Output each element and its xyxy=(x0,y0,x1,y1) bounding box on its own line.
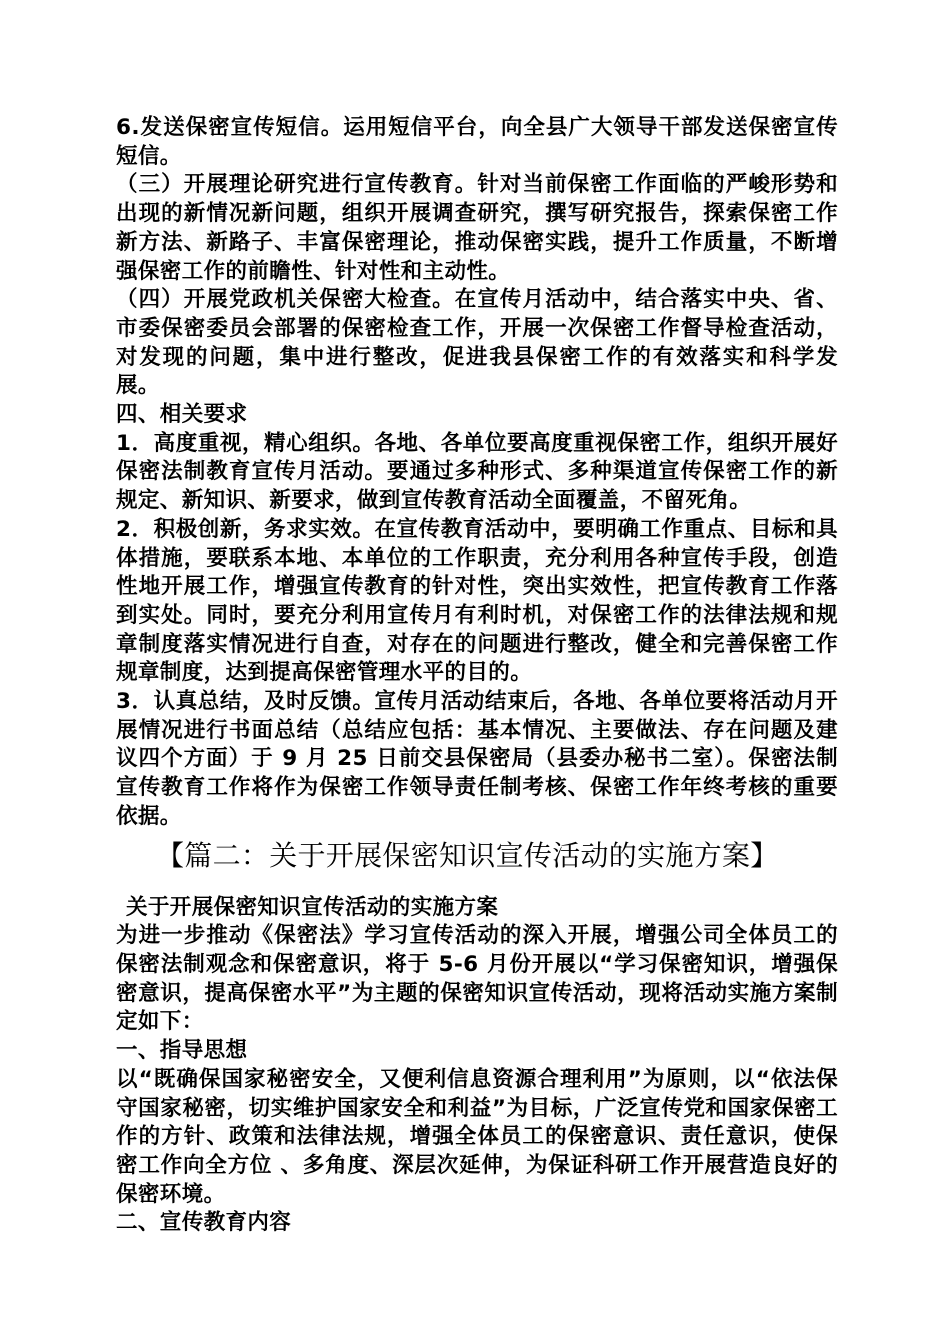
paragraph-requirement-2: 2．积极创新，务求实效。在宣传教育活动中，要明确工作重点、目标和具体措施，要联系本地、本单位的工作职责，充分利用各种宣传手段，创造性地开展工作，增强宣传教育的针对性，突出实效性，把宣传教育工作落到实处。同时，要充分利用宣传月有利时机，对保密工作的法律法规和规章制度落实情况进行自查，对存在的问题进行整改，健全和完善保密工作规章制度，达到提高保密管理水平的目的。 xyxy=(116,516,838,686)
plan-title: 关于开展保密知识宣传活动的实施方案 xyxy=(126,894,499,920)
section-heading-requirements: 四、相关要求 xyxy=(116,402,248,428)
paragraph-inspection: （四）开展党政机关保密大检查。在宣传月活动中，结合落实中央、省、市委保密委员会部署的保密检查工作，开展一次保密工作督导检查活动，对发现的问题，集中进行整改，促进我县保密工作的有效落实和科学发展。 xyxy=(116,287,838,399)
paragraph-theory-research: （三）开展理论研究进行宣传教育。针对当前保密工作面临的严峻形势和出现的新情况新问题，组织开展调查研究，撰写研究报告，探索保密工作新方法、新路子、丰富保密理论，推动保密实践，提升工作质量，不断增强保密工作的前瞻性、针对性和主动性。 xyxy=(116,172,838,284)
paragraph-sms-publicity: 6.发送保密宣传短信。运用短信平台，向全县广大领导干部发送保密宣传短信。 xyxy=(116,115,838,169)
part-two-heading: 【篇二：关于开展保密知识宣传活动的实施方案】 xyxy=(156,838,779,872)
paragraph-intro: 为进一步推动《保密法》学习宣传活动的深入开展，增强公司全体员工的保密法制观念和保密意识，将于 5-6 月份开展以“学习保密知识，增强保密意识，提高保密水平”为主题的保密知识宣传活动，现将活动实施方案制定如下： xyxy=(116,923,838,1035)
paragraph-requirement-3: 3．认真总结，及时反馈。宣传月活动结束后，各地、各单位要将活动月开展情况进行书面总结（总结应包括：基本情况、主要做法、存在问题及建议四个方面）于 9 月 25 日前交县保密局（县委办秘书二室）。保密法制宣传教育工作将作为保密工作领导责任制考核、保密工作年终考核的重要依据。 xyxy=(116,689,838,829)
document-body xyxy=(116,114,838,1238)
paragraph-guiding-ideology: 以“既确保国家秘密安全，又便利信息资源合理利用”为原则，以“依法保守国家秘密，切实维护国家安全和利益”为目标，广泛宣传党和国家保密工作的方针、政策和法律法规，增强全体员工的保密意识、责任意识，使保密工作向全方位 、多角度、深层次延伸，为保证科研工作开展营造良好的保密环境。 xyxy=(116,1066,838,1207)
section-heading-guiding-ideology: 一、指导思想 xyxy=(116,1038,248,1064)
section-heading-content: 二、宣传教育内容 xyxy=(116,1210,292,1236)
paragraph-requirement-1: 1．高度重视，精心组织。各地、各单位要高度重视保密工作，组织开展好保密法制教育宣传月活动。要通过多种形式、多种渠道宣传保密工作的新规定、新知识、新要求，做到宣传教育活动全面覆盖，不留死角。 xyxy=(116,430,838,514)
